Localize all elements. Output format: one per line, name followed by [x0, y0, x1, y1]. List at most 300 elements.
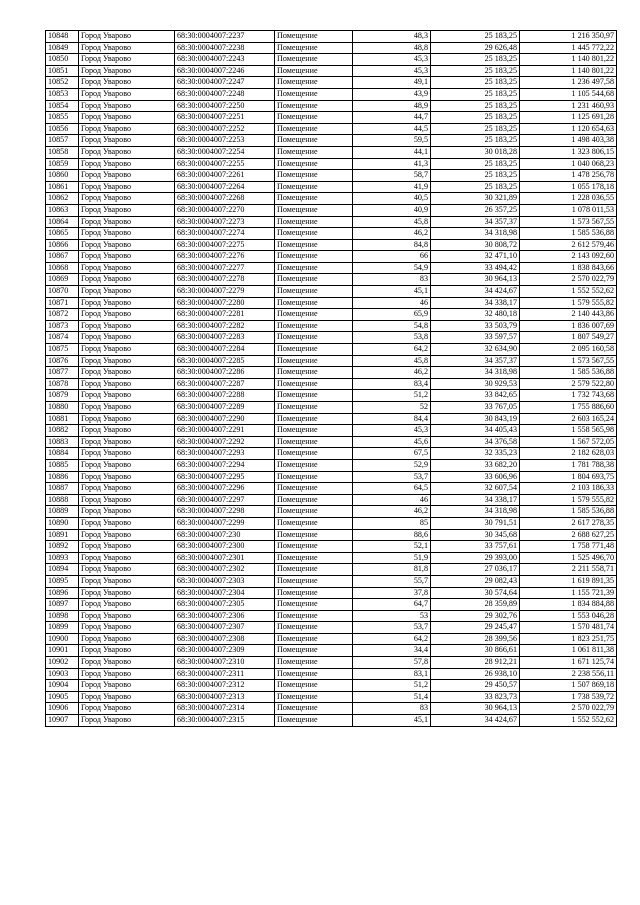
object-type-cell: Помещение	[275, 471, 353, 483]
locality-cell: Город Уварово	[79, 680, 175, 692]
cadastral-value-cell: 1 216 350,97	[520, 31, 617, 43]
row-number-cell: 10899	[46, 622, 79, 634]
specific-value-cell: 33 682,20	[431, 459, 520, 471]
table-row	[46, 88, 617, 100]
specific-value-cell: 29 393,00	[431, 552, 520, 564]
locality-cell: Город Уварово	[79, 320, 175, 332]
row-number-cell: 10891	[46, 529, 79, 541]
locality-cell: Город Уварово	[79, 297, 175, 309]
cadastral-value-cell: 1 231 460,93	[520, 100, 617, 112]
cadastral-value-cell: 1 525 496,70	[520, 552, 617, 564]
cadastral-value-cell: 1 155 721,39	[520, 587, 617, 599]
cadastral-number-cell: 68:30:0004007:2285	[175, 355, 275, 367]
cadastral-value-cell: 2 140 443,86	[520, 309, 617, 321]
cadastral-number-cell: 68:30:0004007:2298	[175, 506, 275, 518]
specific-value-cell: 30 843,19	[431, 413, 520, 425]
table-row	[46, 309, 617, 321]
row-number-cell: 10894	[46, 564, 79, 576]
row-number-cell: 10859	[46, 158, 79, 170]
object-type-cell: Помещение	[275, 564, 353, 576]
object-type-cell: Помещение	[275, 204, 353, 216]
cadastral-value-cell: 1 507 869,18	[520, 680, 617, 692]
area-cell: 48,3	[353, 31, 431, 43]
cadastral-value-cell: 1 738 539,72	[520, 691, 617, 703]
specific-value-cell: 34 338,17	[431, 297, 520, 309]
area-cell: 66	[353, 251, 431, 263]
object-type-cell: Помещение	[275, 459, 353, 471]
row-number-cell: 10862	[46, 193, 79, 205]
specific-value-cell: 30 574,64	[431, 587, 520, 599]
table-row	[46, 193, 617, 205]
cadastral-number-cell: 68:30:0004007:2300	[175, 541, 275, 553]
specific-value-cell: 25 183,25	[431, 77, 520, 89]
cadastral-number-cell: 68:30:0004007:2283	[175, 332, 275, 344]
locality-cell: Город Уварово	[79, 367, 175, 379]
cadastral-value-cell: 1 570 481,74	[520, 622, 617, 634]
locality-cell: Город Уварово	[79, 657, 175, 669]
cadastral-number-cell: 68:30:0004007:2270	[175, 204, 275, 216]
row-number-cell: 10893	[46, 552, 79, 564]
area-cell: 48,8	[353, 42, 431, 54]
cadastral-value-cell: 1 105 544,68	[520, 88, 617, 100]
locality-cell: Город Уварово	[79, 610, 175, 622]
cadastral-number-cell: 68:30:0004007:2304	[175, 587, 275, 599]
table-row	[46, 390, 617, 402]
cadastral-value-cell: 1 585 536,88	[520, 367, 617, 379]
row-number-cell: 10883	[46, 436, 79, 448]
specific-value-cell: 34 405,43	[431, 425, 520, 437]
locality-cell: Город Уварово	[79, 378, 175, 390]
cadastral-value-cell: 2 238 556,11	[520, 668, 617, 680]
object-type-cell: Помещение	[275, 309, 353, 321]
cadastral-value-cell: 1 323 806,15	[520, 146, 617, 158]
locality-cell: Город Уварово	[79, 204, 175, 216]
table-row	[46, 355, 617, 367]
cadastral-number-cell: 68:30:0004007:2308	[175, 633, 275, 645]
table-row	[46, 645, 617, 657]
table-row	[46, 517, 617, 529]
cadastral-value-cell: 1 078 011,53	[520, 204, 617, 216]
locality-cell: Город Уварово	[79, 170, 175, 182]
cadastral-number-cell: 68:30:0004007:2268	[175, 193, 275, 205]
object-type-cell: Помещение	[275, 645, 353, 657]
cadastral-value-cell: 1 619 891,35	[520, 575, 617, 587]
locality-cell: Город Уварово	[79, 564, 175, 576]
area-cell: 44,1	[353, 146, 431, 158]
cadastral-value-cell: 2 612 579,46	[520, 239, 617, 251]
specific-value-cell: 32 634,90	[431, 344, 520, 356]
object-type-cell: Помещение	[275, 355, 353, 367]
specific-value-cell: 33 767,05	[431, 402, 520, 414]
cadastral-number-cell: 68:30:0004007:2289	[175, 402, 275, 414]
locality-cell: Город Уварово	[79, 390, 175, 402]
cadastral-value-cell: 1 236 497,58	[520, 77, 617, 89]
specific-value-cell: 25 183,25	[431, 135, 520, 147]
locality-cell: Город Уварово	[79, 31, 175, 43]
cadastral-value-cell: 1 478 256,78	[520, 170, 617, 182]
specific-value-cell: 29 450,57	[431, 680, 520, 692]
locality-cell: Город Уварово	[79, 65, 175, 77]
object-type-cell: Помещение	[275, 517, 353, 529]
specific-value-cell: 25 183,25	[431, 123, 520, 135]
cadastral-value-cell: 1 755 886,60	[520, 402, 617, 414]
specific-value-cell: 25 183,25	[431, 100, 520, 112]
locality-cell: Город Уварово	[79, 344, 175, 356]
specific-value-cell: 25 183,25	[431, 88, 520, 100]
table-row	[46, 170, 617, 182]
table-row	[46, 204, 617, 216]
row-number-cell: 10885	[46, 459, 79, 471]
object-type-cell: Помещение	[275, 494, 353, 506]
cadastral-value-cell: 1 125 691,28	[520, 112, 617, 124]
object-type-cell: Помещение	[275, 483, 353, 495]
specific-value-cell: 25 183,25	[431, 170, 520, 182]
specific-value-cell: 29 082,43	[431, 575, 520, 587]
area-cell: 34,4	[353, 645, 431, 657]
table-row	[46, 344, 617, 356]
cadastral-value-cell: 1 585 536,88	[520, 228, 617, 240]
area-cell: 40,9	[353, 204, 431, 216]
object-type-cell: Помещение	[275, 657, 353, 669]
object-type-cell: Помещение	[275, 262, 353, 274]
cadastral-number-cell: 68:30:0004007:2252	[175, 123, 275, 135]
row-number-cell: 10874	[46, 332, 79, 344]
object-type-cell: Помещение	[275, 703, 353, 715]
object-type-cell: Помещение	[275, 77, 353, 89]
table-row	[46, 703, 617, 715]
table-row	[46, 378, 617, 390]
object-type-cell: Помещение	[275, 587, 353, 599]
cadastral-value-cell: 1 552 552,62	[520, 286, 617, 298]
locality-cell: Город Уварово	[79, 181, 175, 193]
object-type-cell: Помещение	[275, 170, 353, 182]
table-row	[46, 425, 617, 437]
specific-value-cell: 34 424,67	[431, 715, 520, 727]
area-cell: 53,7	[353, 471, 431, 483]
cadastral-number-cell: 68:30:0004007:2261	[175, 170, 275, 182]
cadastral-value-cell: 2 570 022,79	[520, 274, 617, 286]
table-body	[46, 31, 617, 727]
cadastral-number-cell: 68:30:0004007:2280	[175, 297, 275, 309]
object-type-cell: Помещение	[275, 251, 353, 263]
table-row	[46, 506, 617, 518]
cadastral-number-cell: 68:30:0004007:2273	[175, 216, 275, 228]
area-cell: 54,8	[353, 320, 431, 332]
table-row	[46, 402, 617, 414]
row-number-cell: 10850	[46, 54, 79, 66]
object-type-cell: Помещение	[275, 135, 353, 147]
cadastral-value-cell: 1 498 403,38	[520, 135, 617, 147]
locality-cell: Город Уварово	[79, 436, 175, 448]
object-type-cell: Помещение	[275, 193, 353, 205]
specific-value-cell: 33 494,42	[431, 262, 520, 274]
specific-value-cell: 29 302,76	[431, 610, 520, 622]
row-number-cell: 10863	[46, 204, 79, 216]
cadastral-value-cell: 1 567 572,05	[520, 436, 617, 448]
cadastral-number-cell: 68:30:0004007:2301	[175, 552, 275, 564]
object-type-cell: Помещение	[275, 88, 353, 100]
cadastral-value-cell: 1 758 771,48	[520, 541, 617, 553]
area-cell: 46	[353, 494, 431, 506]
specific-value-cell: 32 335,23	[431, 448, 520, 460]
object-type-cell: Помещение	[275, 332, 353, 344]
row-number-cell: 10888	[46, 494, 79, 506]
object-type-cell: Помещение	[275, 100, 353, 112]
specific-value-cell: 30 321,89	[431, 193, 520, 205]
row-number-cell: 10892	[46, 541, 79, 553]
area-cell: 57,8	[353, 657, 431, 669]
locality-cell: Город Уварово	[79, 691, 175, 703]
locality-cell: Город Уварово	[79, 123, 175, 135]
cadastral-number-cell: 68:30:0004007:2312	[175, 680, 275, 692]
specific-value-cell: 34 318,98	[431, 228, 520, 240]
object-type-cell: Помещение	[275, 65, 353, 77]
row-number-cell: 10884	[46, 448, 79, 460]
area-cell: 88,6	[353, 529, 431, 541]
object-type-cell: Помещение	[275, 715, 353, 727]
cadastral-number-cell: 68:30:0004007:2250	[175, 100, 275, 112]
locality-cell: Город Уварово	[79, 483, 175, 495]
object-type-cell: Помещение	[275, 239, 353, 251]
specific-value-cell: 30 018,28	[431, 146, 520, 158]
row-number-cell: 10855	[46, 112, 79, 124]
specific-value-cell: 25 183,25	[431, 31, 520, 43]
locality-cell: Город Уварово	[79, 332, 175, 344]
table-row	[46, 529, 617, 541]
area-cell: 46,2	[353, 506, 431, 518]
locality-cell: Город Уварово	[79, 228, 175, 240]
cadastral-value-cell: 1 671 125,74	[520, 657, 617, 669]
specific-value-cell: 25 183,25	[431, 181, 520, 193]
specific-value-cell: 32 607,54	[431, 483, 520, 495]
area-cell: 64,7	[353, 599, 431, 611]
table-row	[46, 54, 617, 66]
cadastral-number-cell: 68:30:0004007:2299	[175, 517, 275, 529]
area-cell: 45,8	[353, 216, 431, 228]
cadastral-number-cell: 68:30:0004007:2295	[175, 471, 275, 483]
cadastral-value-cell: 2 143 092,60	[520, 251, 617, 263]
row-number-cell: 10849	[46, 42, 79, 54]
row-number-cell: 10853	[46, 88, 79, 100]
object-type-cell: Помещение	[275, 112, 353, 124]
object-type-cell: Помещение	[275, 622, 353, 634]
locality-cell: Город Уварово	[79, 77, 175, 89]
row-number-cell: 10877	[46, 367, 79, 379]
cadastral-number-cell: 68:30:0004007:2311	[175, 668, 275, 680]
table-row	[46, 123, 617, 135]
area-cell: 51,2	[353, 680, 431, 692]
locality-cell: Город Уварово	[79, 599, 175, 611]
cadastral-number-cell: 68:30:0004007:2315	[175, 715, 275, 727]
cadastral-value-cell: 1 553 046,28	[520, 610, 617, 622]
table-row	[46, 65, 617, 77]
table-row	[46, 448, 617, 460]
object-type-cell: Помещение	[275, 436, 353, 448]
area-cell: 45,8	[353, 355, 431, 367]
cadastral-number-cell: 68:30:0004007:2238	[175, 42, 275, 54]
cadastral-number-cell: 68:30:0004007:2287	[175, 378, 275, 390]
cadastral-value-cell: 1 573 567,55	[520, 216, 617, 228]
cadastral-number-cell: 68:30:0004007:2237	[175, 31, 275, 43]
specific-value-cell: 34 357,37	[431, 216, 520, 228]
row-number-cell: 10900	[46, 633, 79, 645]
cadastral-value-cell: 1 579 555,82	[520, 297, 617, 309]
table-row	[46, 541, 617, 553]
row-number-cell: 10895	[46, 575, 79, 587]
object-type-cell: Помещение	[275, 216, 353, 228]
object-type-cell: Помещение	[275, 691, 353, 703]
locality-cell: Город Уварово	[79, 715, 175, 727]
specific-value-cell: 25 183,25	[431, 65, 520, 77]
cadastral-number-cell: 68:30:0004007:2246	[175, 65, 275, 77]
object-type-cell: Помещение	[275, 367, 353, 379]
table-row	[46, 599, 617, 611]
cadastral-number-cell: 68:30:0004007:2278	[175, 274, 275, 286]
cadastral-number-cell: 68:30:0004007:2281	[175, 309, 275, 321]
locality-cell: Город Уварово	[79, 541, 175, 553]
locality-cell: Город Уварово	[79, 88, 175, 100]
object-type-cell: Помещение	[275, 31, 353, 43]
specific-value-cell: 25 183,25	[431, 54, 520, 66]
cadastral-number-cell: 68:30:0004007:2254	[175, 146, 275, 158]
table-row	[46, 622, 617, 634]
specific-value-cell: 30 808,72	[431, 239, 520, 251]
row-number-cell: 10848	[46, 31, 79, 43]
object-type-cell: Помещение	[275, 506, 353, 518]
area-cell: 52	[353, 402, 431, 414]
specific-value-cell: 26 357,25	[431, 204, 520, 216]
specific-value-cell: 26 938,10	[431, 668, 520, 680]
object-type-cell: Помещение	[275, 448, 353, 460]
locality-cell: Город Уварово	[79, 216, 175, 228]
cadastral-number-cell: 68:30:0004007:230	[175, 529, 275, 541]
area-cell: 85	[353, 517, 431, 529]
cadastral-number-cell: 68:30:0004007:2251	[175, 112, 275, 124]
area-cell: 51,2	[353, 390, 431, 402]
cadastral-value-cell: 1 228 036,55	[520, 193, 617, 205]
area-cell: 46,2	[353, 228, 431, 240]
area-cell: 65,9	[353, 309, 431, 321]
area-cell: 48,9	[353, 100, 431, 112]
area-cell: 55,7	[353, 575, 431, 587]
locality-cell: Город Уварово	[79, 262, 175, 274]
cadastral-value-cell: 1 836 007,69	[520, 320, 617, 332]
locality-cell: Город Уварово	[79, 471, 175, 483]
row-number-cell: 10886	[46, 471, 79, 483]
row-number-cell: 10879	[46, 390, 79, 402]
cadastral-value-cell: 1 579 555,82	[520, 494, 617, 506]
specific-value-cell: 33 503,79	[431, 320, 520, 332]
area-cell: 83,1	[353, 668, 431, 680]
cadastral-number-cell: 68:30:0004007:2291	[175, 425, 275, 437]
row-number-cell: 10904	[46, 680, 79, 692]
table-row	[46, 459, 617, 471]
row-number-cell: 10875	[46, 344, 79, 356]
area-cell: 45,1	[353, 715, 431, 727]
cadastral-value-cell: 1 140 801,22	[520, 65, 617, 77]
table-row	[46, 715, 617, 727]
row-number-cell: 10869	[46, 274, 79, 286]
specific-value-cell: 28 399,56	[431, 633, 520, 645]
row-number-cell: 10865	[46, 228, 79, 240]
row-number-cell: 10889	[46, 506, 79, 518]
area-cell: 53,7	[353, 622, 431, 634]
area-cell: 84,8	[353, 239, 431, 251]
row-number-cell: 10882	[46, 425, 79, 437]
area-cell: 52,1	[353, 541, 431, 553]
table-row	[46, 483, 617, 495]
table-row	[46, 228, 617, 240]
row-number-cell: 10881	[46, 413, 79, 425]
locality-cell: Город Уварово	[79, 274, 175, 286]
cadastral-value-cell: 2 617 278,35	[520, 517, 617, 529]
cadastral-value-cell: 1 040 068,23	[520, 158, 617, 170]
locality-cell: Город Уварово	[79, 251, 175, 263]
cadastral-value-cell: 2 603 165,24	[520, 413, 617, 425]
cadastral-value-cell: 2 211 558,71	[520, 564, 617, 576]
locality-cell: Город Уварово	[79, 309, 175, 321]
object-type-cell: Помещение	[275, 425, 353, 437]
locality-cell: Город Уварово	[79, 529, 175, 541]
cadastral-number-cell: 68:30:0004007:2276	[175, 251, 275, 263]
table-row	[46, 633, 617, 645]
specific-value-cell: 28 912,21	[431, 657, 520, 669]
cadastral-value-cell: 1 823 251,75	[520, 633, 617, 645]
table-row	[46, 575, 617, 587]
locality-cell: Город Уварово	[79, 575, 175, 587]
locality-cell: Город Уварово	[79, 158, 175, 170]
specific-value-cell: 32 480,18	[431, 309, 520, 321]
locality-cell: Город Уварово	[79, 506, 175, 518]
area-cell: 46,2	[353, 367, 431, 379]
table-row	[46, 413, 617, 425]
locality-cell: Город Уварово	[79, 100, 175, 112]
cadastral-number-cell: 68:30:0004007:2297	[175, 494, 275, 506]
locality-cell: Город Уварово	[79, 193, 175, 205]
specific-value-cell: 34 318,98	[431, 367, 520, 379]
area-cell: 41,3	[353, 158, 431, 170]
table-row	[46, 31, 617, 43]
row-number-cell: 10897	[46, 599, 79, 611]
locality-cell: Город Уварово	[79, 413, 175, 425]
cadastral-value-cell: 1 838 843,66	[520, 262, 617, 274]
area-cell: 40,5	[353, 193, 431, 205]
locality-cell: Город Уварово	[79, 425, 175, 437]
row-number-cell: 10887	[46, 483, 79, 495]
row-number-cell: 10868	[46, 262, 79, 274]
cadastral-value-cell: 2 579 522,80	[520, 378, 617, 390]
cadastral-number-cell: 68:30:0004007:2279	[175, 286, 275, 298]
cadastral-number-cell: 68:30:0004007:2284	[175, 344, 275, 356]
object-type-cell: Помещение	[275, 297, 353, 309]
area-cell: 64,2	[353, 344, 431, 356]
area-cell: 44,7	[353, 112, 431, 124]
cadastral-value-cell: 1 140 801,22	[520, 54, 617, 66]
row-number-cell: 10861	[46, 181, 79, 193]
table-row	[46, 494, 617, 506]
area-cell: 45,1	[353, 286, 431, 298]
table-row	[46, 668, 617, 680]
cadastral-number-cell: 68:30:0004007:2243	[175, 54, 275, 66]
table-row	[46, 181, 617, 193]
cadastral-number-cell: 68:30:0004007:2313	[175, 691, 275, 703]
table-row	[46, 367, 617, 379]
object-type-cell: Помещение	[275, 529, 353, 541]
locality-cell: Город Уварово	[79, 459, 175, 471]
area-cell: 64,5	[353, 483, 431, 495]
specific-value-cell: 30 964,13	[431, 274, 520, 286]
object-type-cell: Помещение	[275, 575, 353, 587]
